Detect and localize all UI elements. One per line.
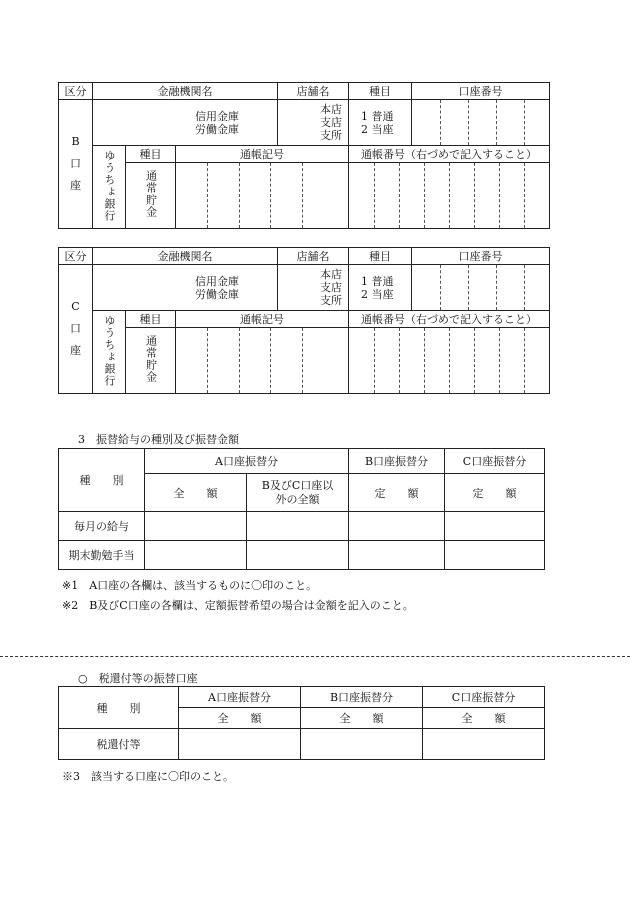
bank-name-cell[interactable]: 信用金庫 労働金庫 [93,265,278,311]
tax-a-zengaku: 全 額 [179,708,301,729]
row-label-bonus: 期末勤勉手当 [59,541,145,570]
transfer-amount-table [58,448,545,570]
input-tax-a[interactable] [179,729,301,760]
account-label-b: B 口 座 [59,100,93,229]
header-shumoku: 種目 [349,248,412,265]
shubetsu-header: 種 別 [59,449,145,512]
bc-igai-header: B及びC口座以外の全額 [247,474,349,512]
header-kinyu: 金融機関名 [93,83,278,100]
c-koza-header: C口座振替分 [445,449,545,474]
account-table-c [58,247,550,394]
header-kinyu: 金融機関名 [93,248,278,265]
input-monthly-c[interactable] [445,512,545,541]
account-number-cell[interactable] [412,100,550,146]
note-2: ※2 B及びC口座の各欄は、定額振替希望の場合は金額を記入のこと。 [62,599,414,612]
yucho-tsucho-bango: 通帳番号（右づめで記入すること） [349,311,550,328]
account-table-b [58,82,550,229]
yucho-tsucho-kigo: 通帳記号 [176,146,349,163]
yucho-tsucho-kigo: 通帳記号 [176,311,349,328]
tax-b-zengaku: 全 額 [301,708,423,729]
yucho-bango-input[interactable] [349,328,550,394]
input-bonus-a-bc-igai[interactable] [247,541,349,570]
yucho-tsucho-bango: 通帳番号（右づめで記入すること） [349,146,550,163]
yucho-bango-input[interactable] [349,163,550,229]
yucho-kigo-input[interactable] [176,163,349,229]
header-kubun: 区分 [59,83,93,100]
yucho-type: 通常貯金 [126,163,176,229]
tax-shubetsu-header: 種 別 [59,687,179,729]
zengaku-header: 全 額 [145,474,247,512]
account-label-c: C 口 座 [59,265,93,394]
yucho-kigo-input[interactable] [176,328,349,394]
row-label-monthly: 毎月の給与 [59,512,145,541]
account-number-cell[interactable] [412,265,550,311]
header-tenpo: 店舗名 [278,83,349,100]
input-monthly-a-zengaku[interactable] [145,512,247,541]
header-kubun: 区分 [59,248,93,265]
tax-a-koza-header: A口座振替分 [179,687,301,708]
yucho-shumoku: 種目 [126,311,176,328]
yucho-label: ゆうちょ銀行 [93,146,126,229]
account-type-cell[interactable]: 1 普通 2 当座 [349,265,412,311]
b-teigaku-header: 定 額 [349,474,445,512]
yucho-label: ゆうちょ銀行 [93,311,126,394]
yucho-type: 通常貯金 [126,328,176,394]
tax-b-koza-header: B口座振替分 [301,687,423,708]
tax-c-zengaku: 全 額 [423,708,545,729]
bank-name-cell[interactable]: 信用金庫 労働金庫 [93,100,278,146]
header-tenpo: 店舗名 [278,248,349,265]
note-1: ※1 A口座の各欄は、該当するものに〇印のこと。 [62,579,318,592]
header-shumoku: 種目 [349,83,412,100]
c-teigaku-header: 定 額 [445,474,545,512]
input-bonus-a-zengaku[interactable] [145,541,247,570]
input-monthly-b[interactable] [349,512,445,541]
branch-cell[interactable]: 本店 支店 支所 [278,100,349,146]
a-koza-header: A口座振替分 [145,449,349,474]
tax-c-koza-header: C口座振替分 [423,687,545,708]
header-koza: 口座番号 [412,248,550,265]
yucho-shumoku: 種目 [126,146,176,163]
input-monthly-a-bc-igai[interactable] [247,512,349,541]
tax-refund-table [58,686,545,760]
note-3: ※3 該当する口座に〇印のこと。 [62,770,234,783]
input-bonus-c[interactable] [445,541,545,570]
tax-heading: ○ 税還付等の振替口座 [78,672,198,685]
header-koza: 口座番号 [412,83,550,100]
tax-row-label: 税還付等 [59,729,179,760]
section3-heading: 3 振替給与の種別及び振替金額 [78,433,239,446]
account-type-cell[interactable]: 1 普通 2 当座 [349,100,412,146]
b-koza-header: B口座振替分 [349,449,445,474]
cut-line [0,656,630,657]
branch-cell[interactable]: 本店 支店 支所 [278,265,349,311]
input-tax-b[interactable] [301,729,423,760]
input-tax-c[interactable] [423,729,545,760]
input-bonus-b[interactable] [349,541,445,570]
